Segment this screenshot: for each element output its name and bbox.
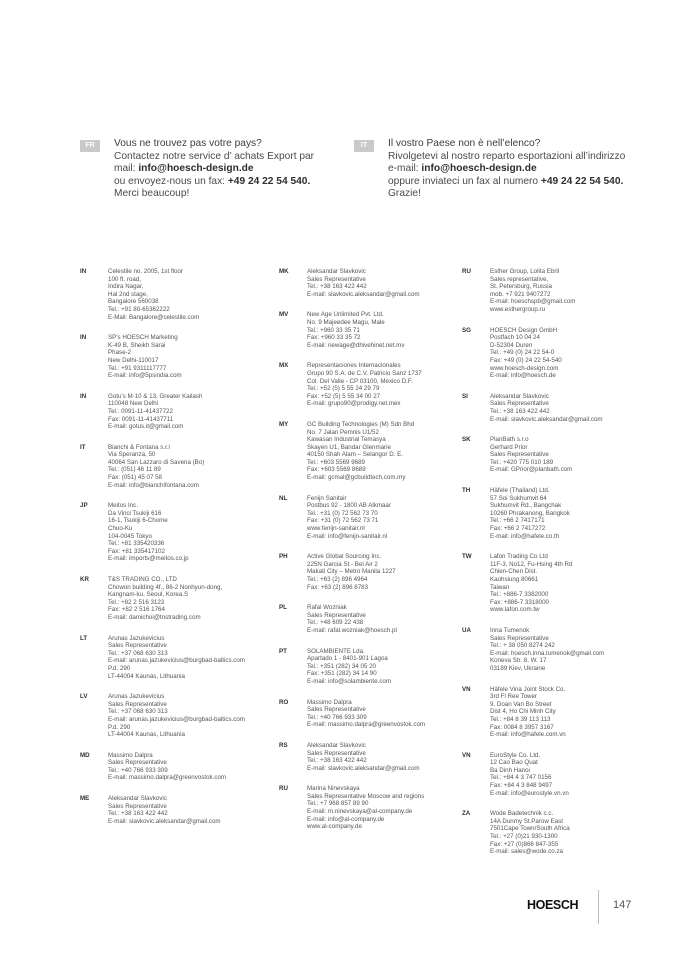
contact-line: HOESCH Design GmbH <box>490 326 558 334</box>
contact-entry <box>279 785 457 831</box>
contact-line: Tel.: 0091-11-41437722 <box>108 407 173 415</box>
contact-line: Fax: +82 2 516 1764 <box>108 606 165 614</box>
country-code: MX <box>279 362 289 370</box>
contact-line: Representaciones Internacionales <box>307 362 401 370</box>
contact-entry <box>462 553 640 614</box>
contact-line: Arunas Jazukevicius <box>108 693 165 701</box>
contact-line: Makati City – Metro Manila 1227 <box>307 568 396 576</box>
contact-line: Sales Representative <box>108 802 167 810</box>
contact-entry <box>462 810 640 856</box>
contact-line: Kawasan Industrial Temasya <box>307 436 386 444</box>
notice-line-text: Vous ne trouvez pas votre pays? <box>114 138 262 149</box>
contact-line: Wode Badetechnik c.c. <box>490 810 554 818</box>
contact-line: 10260 Phrakanong, Bangkok <box>490 509 570 517</box>
contact-line: Sales Representative <box>108 759 167 767</box>
contact-link[interactable]: www.al-company.de <box>307 823 362 831</box>
contact-link[interactable]: E-mail: slavkovic.aleksandar@gmail.com <box>307 764 420 772</box>
notice-line <box>114 188 314 201</box>
notice-line <box>114 176 314 189</box>
contact-entry <box>279 311 457 349</box>
contact-entry <box>279 742 457 772</box>
contact-line: Sales Representative <box>307 611 366 619</box>
country-code: RO <box>279 698 289 706</box>
country-code: LV <box>80 693 88 701</box>
contact-line: Esther Group, Lolita Ebril <box>490 268 560 275</box>
notice-highlight[interactable]: info@hoesch-design.de <box>421 163 537 175</box>
contact-line: Tel.: +91 9311117777 <box>108 364 167 372</box>
contact-line: Tel.: +351 (282) 34 05 20 <box>307 662 376 670</box>
notice-line <box>114 138 314 151</box>
contact-line: Chowon building 4f., 86-2 Nonhyun-dong, <box>108 583 223 591</box>
contact-line: Sales Representative <box>490 400 549 408</box>
contact-line: 11F-3, No12, Fu-Hsing 4th Rd <box>490 560 573 568</box>
contact-line: Fax: 0091-11-41437711 <box>108 415 174 423</box>
contact-line: Tel.: +63 (2) 896 4964 <box>307 576 368 583</box>
contact-entry <box>80 268 258 321</box>
contact-line: 40064 San Lazzaro di Savena (Bo) <box>108 458 205 466</box>
contact-line: 104-0045 Tokyo <box>108 532 152 540</box>
contact-line: St. Petersburg, Russia <box>490 283 552 291</box>
contact-line: Tel.: +886-7 3382000 <box>490 591 549 599</box>
notice-highlight[interactable]: +49 24 22 54 540. <box>227 175 311 187</box>
contact-entry <box>462 686 640 739</box>
country-code: ZA <box>462 810 471 818</box>
contact-entry <box>80 795 258 825</box>
contact-entry <box>80 502 258 563</box>
contact-entry <box>80 334 258 380</box>
country-code: TW <box>462 553 472 561</box>
contact-link[interactable]: E-mail: newage@dhivehinet.net.mv <box>307 341 405 349</box>
contact-line: 3rd Fl Ree Tower <box>490 693 537 701</box>
contact-entry <box>279 362 457 408</box>
contact-line: Sales Representative <box>307 275 366 283</box>
contact-link[interactable]: E-mail: massimo.dalpra@greenvostok.com <box>307 721 426 729</box>
contact-entry <box>80 444 258 490</box>
country-code: VN <box>462 751 471 759</box>
country-code: PT <box>279 647 287 655</box>
contact-line: Tel.: +960 33 35 71 <box>307 326 360 334</box>
contacts-column-1 <box>80 268 258 838</box>
contact-line: Sales Representative <box>108 642 167 650</box>
contact-line: Apartado 1 - 8401-901 Lagoa <box>307 655 388 663</box>
contact-line: Phase-2 <box>108 349 132 357</box>
contact-line: Celestile no. 2005, 1st floor <box>108 268 183 275</box>
contact-line: Tel.: +420 775 010 189 <box>490 458 554 466</box>
contact-line: 100 ft. road, <box>108 275 142 283</box>
contact-line: Tel.: +31 (0) 72 562 73 70 <box>307 509 378 517</box>
contact-line: Tel.: +81 335420336 <box>108 540 165 548</box>
contact-line: Tel.: +40 766 933 309 <box>108 766 168 774</box>
contact-link[interactable]: E-mail: info@hafele.com.vn <box>490 731 566 739</box>
contact-line: Fax: +52 (5) 5 55 34 00 27 <box>307 392 381 400</box>
notice-highlight[interactable]: info@hoesch-design.de <box>138 163 254 175</box>
contact-link[interactable]: E-mail: sales@wode.co.za <box>490 848 563 856</box>
contact-line: Massimo Dalpra <box>108 751 153 759</box>
contact-line: Via Speranza, 50 <box>108 451 156 459</box>
contact-line: Aleksandar Slavkovic <box>108 795 167 803</box>
contact-link[interactable]: E-mail: imports@meitos.co.jp <box>108 555 189 563</box>
contact-line: Sales Representative <box>307 749 366 757</box>
contact-line: 225N Garcia St - Bel Air 2 <box>307 560 378 568</box>
contact-line: Rafal Wozniak <box>307 604 347 612</box>
contact-line: Hal 2nd stage, <box>108 290 148 298</box>
notice-line-text: Merci beaucoup! <box>114 188 190 200</box>
contact-line: Fax: +81 335417102 <box>108 547 165 555</box>
country-code: PL <box>279 604 287 612</box>
notice-line <box>114 151 314 164</box>
contact-link[interactable]: E-mail: damichoi@tnstrading.com <box>108 613 201 621</box>
contact-link[interactable]: E-mail: slavkovic.aleksandar@gmail.com <box>307 290 420 298</box>
contact-line: Aleksandar Slavkovic <box>490 392 549 400</box>
contact-entry <box>462 393 640 423</box>
contact-line: T&S TRADING CO., LTD <box>108 576 177 583</box>
contact-line: Tel.: (051) 46 11 89 <box>108 466 161 474</box>
contact-line: Tel.: +91 80-65362222 <box>108 305 170 313</box>
contact-line: Fax: +351 (282) 34 14 90 <box>307 670 377 678</box>
contact-line: Fax: +31 (0) 72 562 73 71 <box>307 517 379 525</box>
contact-entry <box>462 436 640 474</box>
contact-link[interactable]: E-mail: info@al-company.de <box>307 815 385 823</box>
contact-entry <box>279 604 457 634</box>
contact-entry <box>80 693 258 739</box>
contact-entry <box>462 752 640 798</box>
contact-line: LT-44004 Kaunas, Lithuania <box>108 731 185 739</box>
contact-link[interactable]: E-mail: slavkovic.aleksandar@gmail.com <box>108 817 221 825</box>
contact-line: Sales representative, <box>490 275 549 283</box>
contact-entry <box>279 421 457 482</box>
notice-line <box>388 188 625 201</box>
contact-line: mob. +7 921 9407272 <box>490 290 551 298</box>
contact-line: Tel.: +84 4 3 747 0156 <box>490 774 552 782</box>
contact-line: Massimo Dalpra <box>307 698 352 706</box>
contact-line: 03189 Kiev, Ukraine <box>490 664 546 672</box>
contact-link[interactable]: E-mail: m.ninevskaya@al-company.de <box>307 808 413 816</box>
contact-line: Tel.: +38 163 422 442 <box>307 283 367 291</box>
contact-line: P.d. 290 <box>108 664 131 672</box>
contact-line: Arunas Jazukevicius <box>108 634 165 642</box>
contact-line: Sales Representative Moscow and regions <box>307 792 425 800</box>
country-code: VN <box>462 685 471 693</box>
contact-line: Tel.: +603 5569 9689 <box>307 458 365 466</box>
notice-line-text: mail: <box>114 163 139 175</box>
contact-line: Sukhumvit Rd., Bangchak <box>490 502 562 510</box>
contact-line: Tel.: +38 163 422 442 <box>490 407 550 415</box>
contact-link[interactable]: E-mail: hoesch.inna.tumenok@gmail.com <box>490 649 605 657</box>
contact-line: Inna Tumenok <box>490 626 530 634</box>
contact-link[interactable]: E-mail: info@bianchifontana.com <box>108 481 199 489</box>
footer-divider <box>598 890 599 924</box>
contact-link[interactable]: E-mail: gotus.it@gmail.com <box>108 423 184 431</box>
contact-line: 9, Doan Van Bo Street <box>490 700 552 708</box>
contact-line: No. 9 Majeedee Magu, Male <box>307 318 385 326</box>
contact-line: Chuo-Ku <box>108 525 133 533</box>
contact-link[interactable]: E-mail: slavkovic.aleksandar@gmail.com <box>490 415 603 423</box>
contact-line: Sales Representative <box>490 451 549 459</box>
contact-line: Fax: 0084 8 3957 3167 <box>490 723 554 731</box>
contact-line: Fax: +886-7 3318000 <box>490 598 549 606</box>
notice-line <box>388 151 625 164</box>
contact-entry <box>80 393 258 431</box>
contact-line: Tel.: +52 (5) 5 55 24 29 79 <box>307 385 380 393</box>
contact-line: Tel.: +66 2 7417171 <box>490 517 545 525</box>
contact-line: K-49 B, Sheikh Sarai <box>108 341 166 349</box>
notice-line-text: Il vostro Paese non è nell’elenco? <box>388 138 541 149</box>
contact-link[interactable]: E-mail: info@hafele.co.th <box>490 532 560 540</box>
contact-line: Chien-Chen Dist. <box>490 568 538 576</box>
language-code-badge: IT <box>354 140 374 152</box>
contact-line: Fax: +66 2 7417272 <box>490 525 546 533</box>
contact-line: Skayen U1, Bandar Glenmarie <box>307 443 391 451</box>
contact-entry <box>80 635 258 681</box>
country-code: RU <box>279 785 288 793</box>
country-code: MY <box>279 420 289 428</box>
contact-line: Tel.: +40 766 933 309 <box>307 713 367 721</box>
notice-highlight[interactable]: +49 24 22 54 540 <box>540 175 621 187</box>
notice-line-text: Grazie! <box>388 188 421 200</box>
contact-entry <box>462 268 640 314</box>
contact-link[interactable]: www.fenijn-sanitair.nl <box>307 525 365 533</box>
country-code: ME <box>80 795 90 803</box>
country-code: RS <box>279 741 288 749</box>
contact-link[interactable]: www.esthergroup.ru <box>490 305 546 313</box>
contact-line: Ba Dinh Hanoi <box>490 766 530 774</box>
contact-line: SP’s HOESCH Marketing <box>108 334 178 342</box>
contact-line: Fax: +49 (0) 24 22 54-540 <box>490 356 562 364</box>
contact-line: Grupo 90 S.A. de C.V. Patricio Sanz 1737 <box>307 369 422 377</box>
country-code: UA <box>462 626 471 634</box>
contact-line: Fax: +27 (0)866 847-355 <box>490 840 559 848</box>
contact-line: GC Building Technologies (M) Sdn Bhd <box>307 420 415 428</box>
contact-line: Active Global Sourcing Inc. <box>307 553 382 561</box>
contact-line: Col. Del Valle - CP 03100, Mexico D.F. <box>307 377 413 385</box>
contact-line: Sales Representative <box>490 634 549 642</box>
contact-line: P.d. 290 <box>108 723 131 731</box>
country-code: PH <box>279 553 288 561</box>
notice-line-text: Rivolgetevi al nostro reparto esportazioni all’indirizzo <box>388 150 626 162</box>
contact-link[interactable]: E-mail: grupo90@prodigy.net.mex <box>307 400 401 408</box>
contact-line: Tel.: +27 (0)21 930-1300 <box>490 833 558 841</box>
country-code: IN <box>80 392 87 400</box>
notice-line-text: oppure inviateci un fax al numero <box>388 175 541 187</box>
country-code: RU <box>462 268 471 275</box>
language-code-badge: FR <box>80 140 100 152</box>
contact-line: PlanBath s.r.o <box>490 436 529 444</box>
contact-link[interactable]: www.lafon.com.tw <box>490 606 540 614</box>
contact-line: 40150 Shah Alam – Selangor D. E. <box>307 451 403 459</box>
contact-line: 7501Cape Town/South Africa <box>490 825 570 833</box>
contacts-column-2 <box>279 268 457 844</box>
contact-entry <box>80 752 258 782</box>
country-code: IN <box>80 268 87 275</box>
country-code: IN <box>80 334 87 342</box>
contact-line: 16-1, Tsukiji 6-Chome <box>108 517 168 525</box>
contact-line: Postfach 10 04 24 <box>490 334 540 342</box>
contact-link[interactable]: E-mail: arunas.jazukevicius@burgbad-baltics.com <box>108 715 245 723</box>
contacts-column-3 <box>462 268 640 869</box>
country-code: MK <box>279 268 289 275</box>
contact-line: Fax: +603 5569 8689 <box>307 466 366 474</box>
contact-line: Gerhard Prior <box>490 443 528 451</box>
contact-line: Tel.: +48 609 22 438 <box>307 619 364 627</box>
country-code: TH <box>462 487 471 495</box>
contact-link[interactable]: E-mail: info@eurostyle.vn.vn <box>490 789 569 797</box>
contact-line: Aleksandar Slavkovic <box>307 741 366 749</box>
contact-link[interactable]: E-mail: gcmal@gcbuildtech.com.my <box>307 474 406 482</box>
contact-line: Fenijn Sanitair <box>307 494 347 502</box>
contact-line: Tel.: +7 968 857 89 90 <box>307 800 369 808</box>
country-code: LT <box>80 634 88 642</box>
contact-line: Fax: +960 33 35 72 <box>307 334 361 342</box>
contact-link[interactable]: E-mail: info@fenijn-sanitair.nl <box>307 532 388 540</box>
contact-link[interactable]: E-mail: arunas.jazukevicius@burgbad-baltics.com <box>108 657 245 665</box>
country-code: NL <box>279 494 288 502</box>
contact-line: Taiwan <box>490 583 510 591</box>
contact-entry <box>462 627 640 673</box>
contact-line: Fax: (051) 45 07 58 <box>108 474 163 482</box>
country-code: JP <box>80 502 88 510</box>
contact-entry <box>462 487 640 540</box>
contact-entry <box>279 268 457 298</box>
contact-link[interactable]: E-mail: info@solambiente.com <box>307 677 391 685</box>
notice-line-text: ou envoyez-nous un fax: <box>114 175 228 187</box>
contact-line: 12 Cao Bao Quat <box>490 759 538 767</box>
notice-line-text: Contactez notre service d’ achats Export par <box>114 150 315 162</box>
contact-line: Fax: +84 4 3 848 9497 <box>490 782 553 790</box>
contact-line: Marina Ninevskaya <box>307 785 360 793</box>
contact-line: Häfele Vina Joint Stock Co. <box>490 685 566 693</box>
country-code: IT <box>80 443 86 451</box>
contact-entry <box>80 576 258 622</box>
contact-entry <box>279 495 457 541</box>
contact-line: Kaohsiung 80661 <box>490 576 539 583</box>
contact-line: Kangnam-ku, Seoul, Korea.S <box>108 591 189 599</box>
contact-line: Dist 4, Ho Chi Minh City <box>490 708 556 716</box>
notice-line <box>114 163 314 176</box>
contact-entry <box>279 553 457 591</box>
country-code: MD <box>80 751 90 759</box>
contact-line: Da Vinci Tsukiji 616 <box>108 509 162 517</box>
contact-line: Sales Representative <box>307 706 366 714</box>
contact-link[interactable]: E-mail: rafal.wozniak@hoesch.pl <box>307 626 397 634</box>
notice-text <box>114 138 314 201</box>
contact-line: SOLAMBIENTE Lda. <box>307 647 365 655</box>
contact-line: New Age Unlimited Pvt. Ltd. <box>307 311 384 319</box>
contact-line: Tel.: +82 2 516 3123 <box>108 598 165 606</box>
contact-line: Tel.: +84 8 39 113 113 <box>490 715 551 723</box>
contact-line: Tel.: +49 (0) 24 22 54-0 <box>490 349 555 357</box>
country-code: KR <box>80 576 89 583</box>
contact-line: EuroStyle Co. Ltd. <box>490 751 541 759</box>
page-number: 147 <box>613 899 632 911</box>
contact-line: Gotu’s M-10 & 13, Greater Kailash <box>108 392 203 400</box>
contact-line: Bianchi & Fontana s.r.l <box>108 443 170 451</box>
contact-line: 14A Dunmy St.Parow East <box>490 817 563 825</box>
contact-line: New Delhi-110017 <box>108 356 159 364</box>
contact-line: Tel.: + 38 050 8274 242 <box>490 642 555 650</box>
contact-link[interactable]: E-Mail: Bangalore@celestile.com <box>108 313 200 321</box>
contact-line: 110048 New Delhi <box>108 400 159 408</box>
contact-line: Aleksandar Slavkovic <box>307 268 366 275</box>
contact-line: Postbus 92 - 1800 AB Alkmaar <box>307 502 391 510</box>
contact-link[interactable]: E-mail: info@hoesch.de <box>490 372 556 380</box>
contact-line: Tel.: +37 068 630 313 <box>108 708 168 716</box>
country-code: MV <box>279 311 289 319</box>
contact-line: 57 Soi Sukhumvit 64 <box>490 494 547 502</box>
hoesch-logo: HOESCH <box>527 898 579 912</box>
contact-line: Koneva Str. 8, W. 17 <box>490 657 547 665</box>
country-code: SK <box>462 436 471 444</box>
contact-line: Meitos Inc. <box>108 502 138 510</box>
contact-entry <box>462 327 640 380</box>
contact-link[interactable]: E-mail: hoeschspb@gmail.com <box>490 298 576 306</box>
notice-line <box>388 163 625 176</box>
contact-line: Tel.: +37 068 630 313 <box>108 649 168 657</box>
contact-link[interactable]: E-mail: info@5psindia.com <box>108 372 182 380</box>
notice-tail: . <box>620 175 624 187</box>
contact-line: Lafon Trading Co Ltd <box>490 553 548 561</box>
contact-line: Fax: +63 (2) 896 8783 <box>307 583 369 591</box>
contact-line: LT-44004 Kaunas, Lithuania <box>108 672 185 680</box>
contact-line: Bangalore 560038 <box>108 298 159 306</box>
contact-entry <box>279 699 457 729</box>
contact-link[interactable]: E-mail: massimo.dalpra@greenvostok.com <box>108 774 227 782</box>
contact-line: No. 7 Jalan Pemnis U1/52 <box>307 428 379 436</box>
contact-entry <box>279 648 457 686</box>
contact-link[interactable]: www.hoesch-design.com <box>490 364 559 372</box>
contact-line: D-52304 Duren <box>490 341 533 349</box>
contact-line: Tel.: +38 163 422 442 <box>108 810 168 818</box>
notice-line <box>388 138 625 151</box>
contact-link[interactable]: E-mail: GPrior@planbath.com <box>490 466 573 474</box>
notice-line <box>388 176 625 189</box>
notice-line-text: e-mail: <box>388 163 422 175</box>
contact-line: Tel.: +38 163 422 442 <box>307 757 367 765</box>
contact-line: Sales Representative <box>108 700 167 708</box>
contact-line: Indira Nagar, <box>108 283 144 291</box>
notice-text <box>388 138 625 201</box>
contact-line: Häfele (Thailand) Ltd. <box>490 487 550 495</box>
country-code: SG <box>462 326 471 334</box>
country-code: SI <box>462 392 468 400</box>
